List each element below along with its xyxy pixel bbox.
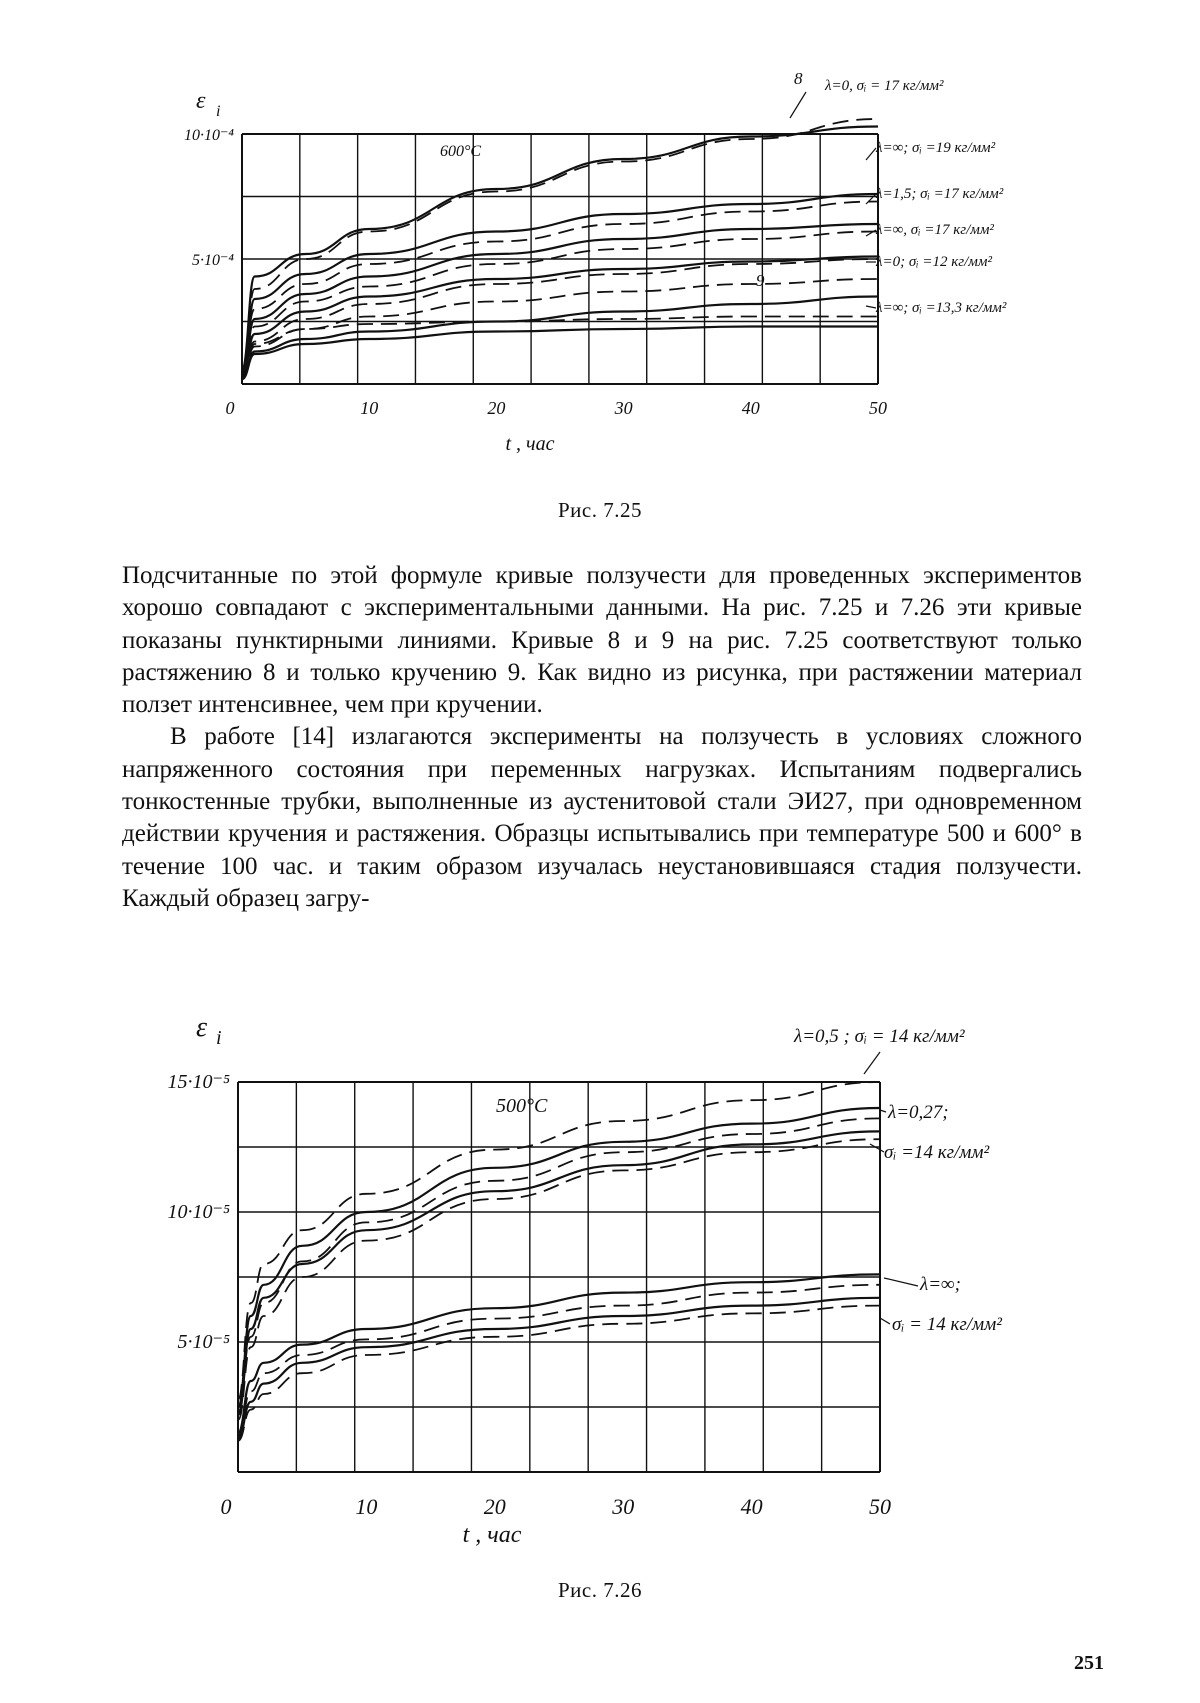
series-curve-2 [242, 119, 878, 369]
series-label: λ=0,5 ; σᵢ = 14 кг/мм² [794, 1026, 965, 1047]
series-label-leader [870, 1144, 884, 1152]
series-label: σᵢ =14 кг/мм² [884, 1142, 990, 1163]
series-curve-1 [242, 127, 878, 370]
figure-7-25-chart [0, 0, 1200, 470]
x-tick-label: 50 [869, 398, 887, 418]
series-label: λ=∞; σᵢ =13,3 кг/мм² [876, 300, 1007, 316]
page-number: 251 [1074, 1652, 1104, 1674]
curve-number-label: 9 [756, 271, 765, 290]
y-axis-label-subscript: i [216, 1027, 222, 1049]
curve-number-label: 8 [794, 69, 803, 88]
series-label-leader [864, 1052, 880, 1074]
y-tick-label: 5·10⁻⁵ [177, 1331, 230, 1353]
series-label-leader [866, 306, 876, 308]
series-curve-3 [238, 1118, 880, 1412]
x-axis-label: t , час [462, 1522, 522, 1548]
series-label: λ=0, σᵢ = 17 кг/мм² [825, 78, 944, 94]
series-label-leader [866, 194, 876, 204]
series-label: λ=∞; [920, 1274, 961, 1295]
paragraph-2: В работе [14] излагаются эксперименты на ползучесть в условиях сложного напряженного состояния при переменных нагрузках. Испытаниям подвергались тонкостенные трубки, выполненные из аустенитовой стали ЭИ27, при одновременном действии кручения и растяжения. Образцы испытывались при температуре 500 и 600° в течение 100 час. и таким образом изучалась неустановившаяся стадия ползучести. Каждый образец загру- [122, 723, 1082, 912]
series-label: λ=1,5; σᵢ =17 кг/мм² [876, 186, 1004, 202]
x-tick-label: 10 [360, 398, 379, 418]
y-axis-label: ε [196, 88, 206, 114]
series-curve-10 [242, 297, 878, 380]
x-tick-label: 10 [355, 1494, 378, 1519]
paragraph-1: Подсчитанные по этой формуле кривые ползучести для проведенных экспериментов хорошо совпадают с экспериментальными данными. На рис. 7.25 и 7.26 эти кривые показаны пунктирными линиями. Кривые 8 и 9 на рис. 7.25 соответствуют только растяжению 8 и только кручению 9. Как видно из рисунка, при растяжении материал ползет интенсивнее, чем при кручении. [122, 562, 1082, 719]
series-curve-8 [242, 259, 878, 377]
y-tick-label: 10·10⁻⁵ [167, 1201, 230, 1223]
series-curve-9 [242, 279, 878, 377]
figure-7-26-caption: Рис. 7.26 [558, 1578, 642, 1602]
x-tick-label: 40 [740, 1494, 763, 1519]
x-tick-label: 0 [220, 1494, 232, 1519]
x-tick-label: 50 [869, 1494, 891, 1519]
series-curve-7 [238, 1285, 880, 1436]
x-axis-label: t , час [505, 433, 555, 455]
series-label: λ=∞; σᵢ =19 кг/мм² [876, 140, 996, 156]
series-label: λ=0; σᵢ =12 кг/мм² [876, 254, 992, 270]
series-label: λ=0,27; [888, 1102, 949, 1123]
series-curve-6 [238, 1274, 880, 1433]
series-label: λ=∞, σᵢ =17 кг/мм² [876, 222, 994, 238]
series-curve-9 [238, 1306, 880, 1441]
series-label-leader [790, 92, 806, 118]
series-curve-1 [238, 1082, 880, 1399]
y-tick-label: 15·10⁻⁵ [167, 1071, 230, 1093]
y-tick-label: 5·10⁻⁴ [191, 252, 234, 269]
temperature-annotation: 600°C [440, 143, 482, 160]
series-label-leader [866, 148, 876, 160]
figure-7-26-chart [0, 1000, 1200, 1560]
body-text [122, 560, 1082, 915]
x-tick-label: 30 [612, 1494, 635, 1519]
y-tick-label: 10·10⁻⁴ [183, 127, 234, 144]
series-curve-3 [242, 194, 878, 372]
series-curve-5 [242, 224, 878, 374]
y-axis-label-subscript: i [216, 103, 221, 120]
x-tick-label: 40 [741, 398, 760, 418]
series-label: σᵢ = 14 кг/мм² [892, 1314, 1002, 1335]
y-axis-label: ε [196, 1012, 208, 1043]
temperature-annotation: 500°C [496, 1095, 548, 1117]
x-tick-label: 20 [487, 398, 506, 418]
series-curve-5 [238, 1139, 880, 1420]
x-tick-label: 0 [225, 398, 235, 418]
series-label-leader [880, 1318, 890, 1324]
x-tick-label: 30 [614, 398, 633, 418]
x-tick-label: 20 [483, 1494, 506, 1519]
series-label-leader [884, 1278, 918, 1286]
series-curve-8 [238, 1298, 880, 1438]
figure-7-25-caption: Рис. 7.25 [558, 498, 642, 522]
series-curve-4 [238, 1131, 880, 1414]
